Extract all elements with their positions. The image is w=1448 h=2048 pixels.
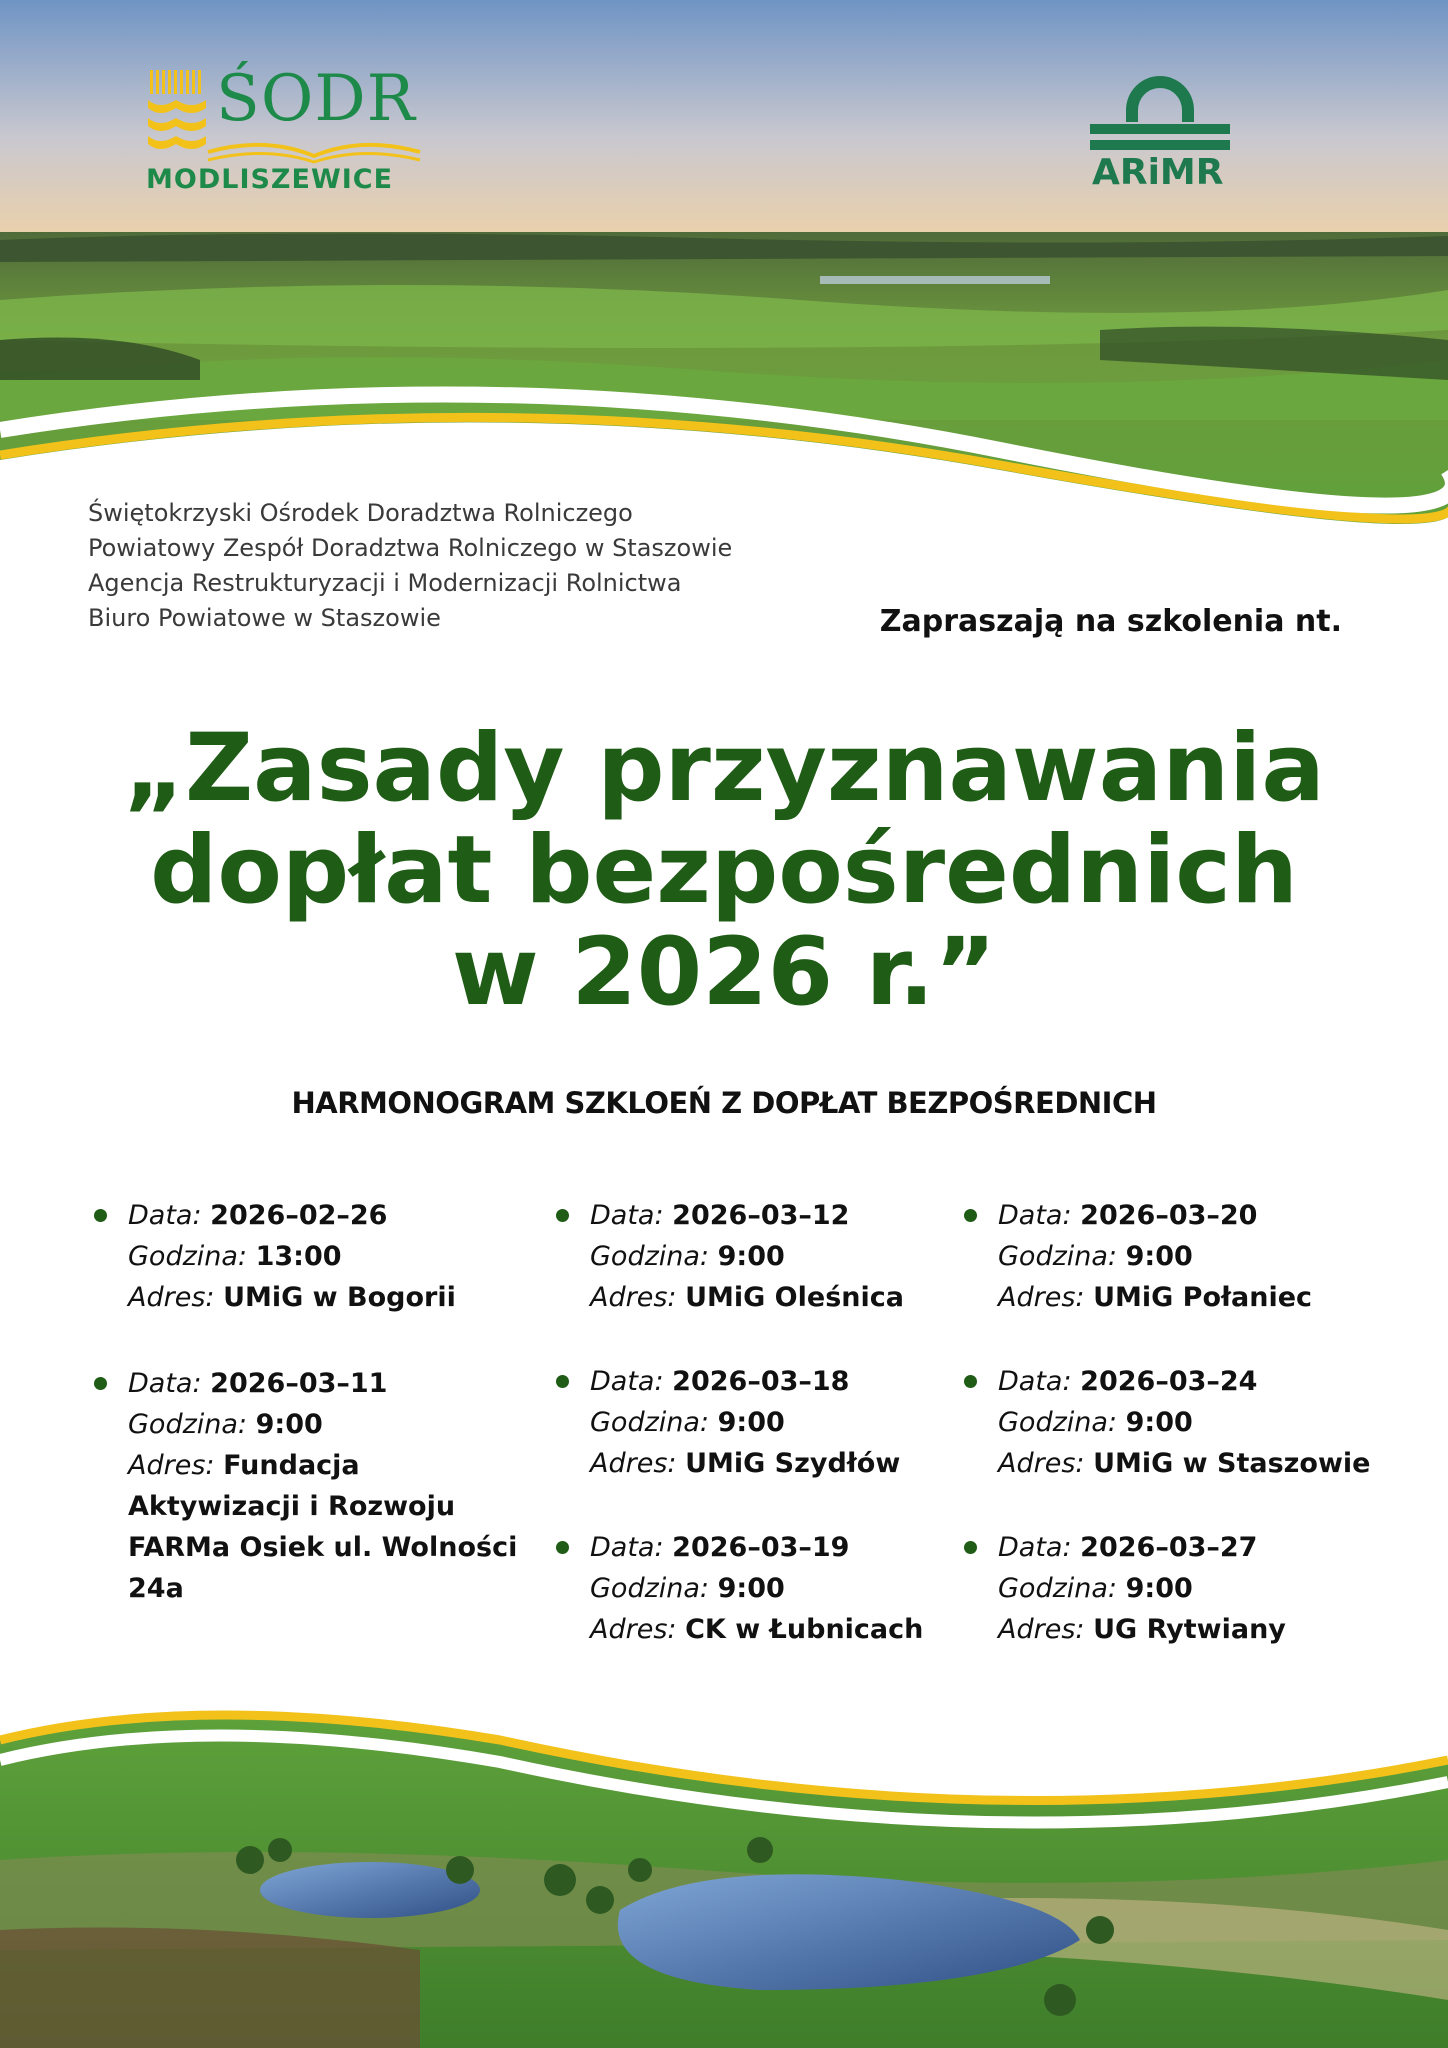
session-address: CK w Łubnicach [685,1614,924,1645]
bullet-icon [964,1209,977,1222]
bullet-icon [556,1375,569,1388]
session-time: 9:00 [1125,1573,1193,1604]
session-date: 2026–03–11 [210,1368,388,1399]
session-date: 2026–03–18 [672,1366,850,1397]
training-title [0,714,1448,1027]
session-item: Data: 2026–03–18 Godzina: 9:00 Adres: UMiG Szydłów [590,1361,950,1484]
session-address: Fundacja Aktywizacji i Rozwoju FARMa Osiek ul. Wolności 24a [128,1450,518,1604]
sodr-logo-name: ŚODR [216,62,416,136]
organizer-line: Powiatowy Zespół Doradztwa Rolniczego w Staszowie [88,534,733,562]
session-date: 2026–03–20 [1080,1200,1258,1231]
organizer-line: Agencja Restrukturyzacji i Modernizacji Rolnictwa [88,569,682,597]
arimr-arch-icon [1090,62,1230,154]
session-address: UMiG Połaniec [1093,1282,1313,1313]
bullet-icon [94,1209,107,1222]
session-date: 2026–03–24 [1080,1366,1258,1397]
session-address: UMiG w Staszowie [1093,1448,1371,1479]
session-item: Data: 2026–03–24 Godzina: 9:00 Adres: UMiG w Staszowie [998,1361,1398,1484]
session-time: 9:00 [717,1573,785,1604]
session-time: 13:00 [255,1241,342,1272]
title-line: w 2026 r.” [451,918,997,1027]
title-line: „Zasady przyznawania [123,714,1325,823]
session-item: Data: 2026–03–27 Godzina: 9:00 Adres: UG Rytwiany [998,1527,1398,1650]
bullet-icon [556,1209,569,1222]
session-item: Data: 2026–03–20 Godzina: 9:00 Adres: UMiG Połaniec [998,1195,1398,1318]
organizer-line: Biuro Powiatowe w Staszowie [88,604,441,632]
session-date: 2026–03–12 [672,1200,850,1231]
schedule-heading: HARMONOGRAM SZKLOEŃ Z DOPŁAT BEZPOŚREDNICH [291,1086,1157,1120]
sodr-logo-subtitle: MODLISZEWICE [146,164,394,195]
session-address: UG Rytwiany [1093,1614,1286,1645]
session-item: Data: 2026–03–11 Godzina: 9:00 Adres: Fundacja Aktywizacji i Rozwoju FARMa Osiek ul. Wolności 24a [128,1363,538,1609]
bottom-landscape-photo [0,1700,1448,2048]
session-time: 9:00 [255,1409,323,1440]
session-date: 2026–03–19 [672,1532,850,1563]
wheat-book-icon [146,66,210,158]
session-date: 2026–03–27 [1080,1532,1258,1563]
arimr-logo-name: ARiMR [1092,152,1224,193]
session-time: 9:00 [1125,1241,1193,1272]
session-time: 9:00 [1125,1407,1193,1438]
bullet-icon [556,1541,569,1554]
session-item: Data: 2026–03–12 Godzina: 9:00 Adres: UMiG Oleśnica [590,1195,950,1318]
bullet-icon [964,1375,977,1388]
session-item: Data: 2026–02–26 Godzina: 13:00 Adres: UMiG w Bogorii [128,1195,538,1318]
bullet-icon [94,1377,107,1390]
session-address: UMiG Oleśnica [685,1282,904,1313]
session-item: Data: 2026–03–19 Godzina: 9:00 Adres: CK w Łubnicach [590,1527,950,1650]
open-book-icon [206,134,422,164]
organizer-line: Świętokrzyski Ośrodek Doradztwa Rolniczego [88,499,633,527]
invitation-text: Zapraszają na szkolenia nt. [879,604,1342,639]
organizers-list [88,496,848,636]
session-address: UMiG w Bogorii [223,1282,456,1313]
session-address: UMiG Szydłów [685,1448,901,1479]
session-time: 9:00 [717,1407,785,1438]
session-date: 2026–02–26 [210,1200,388,1231]
session-time: 9:00 [717,1241,785,1272]
title-line: dopłat bezpośrednich [150,816,1298,925]
bullet-icon [964,1541,977,1554]
